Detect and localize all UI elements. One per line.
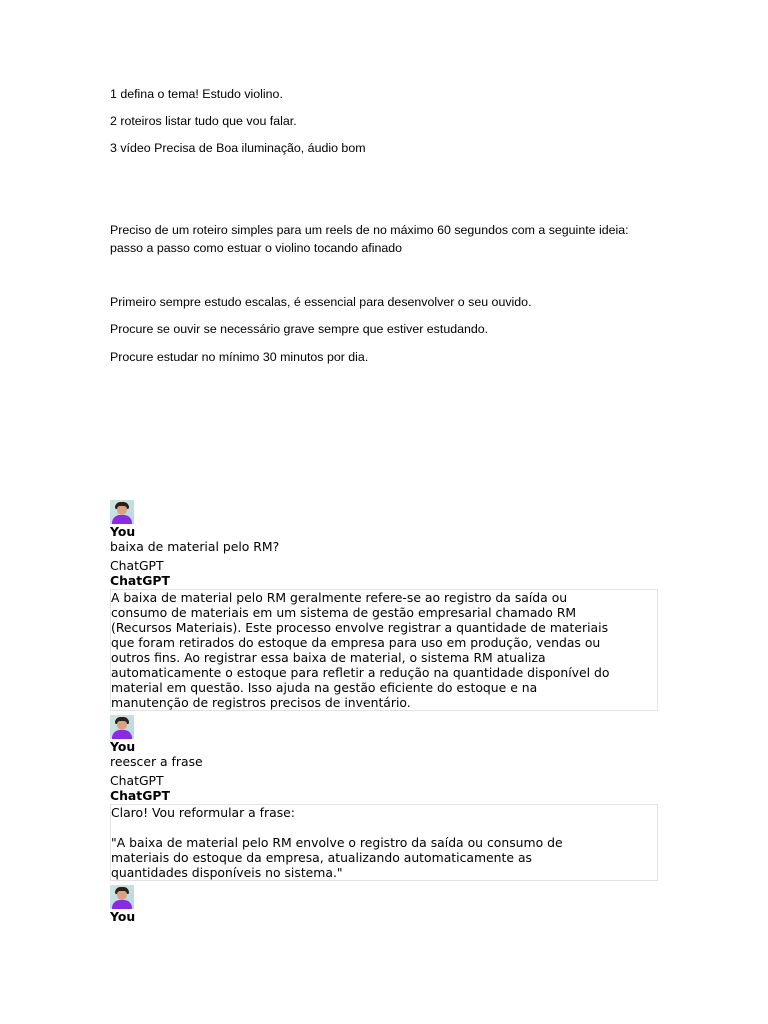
answer-line: automaticamente o estoque para refletir a redução na quantidade disponível do (111, 665, 610, 680)
note-line-2: 2 roteiros listar tudo que vou falar. (110, 114, 297, 128)
answer-quote-line: materiais do estoque da empresa, atualizando automaticamente as (111, 850, 533, 865)
answer-quote-line: "A baixa de material pelo RM envolve o registro da saída ou consumo de (111, 835, 563, 850)
note-line-3: 3 vídeo Precisa de Boa iluminação, áudio bom (110, 141, 366, 155)
answer-line: consumo de materiais em um sistema de gestão empresarial chamado RM (111, 605, 577, 620)
note-line-1: 1 defina o tema! Estudo violino. (110, 87, 283, 101)
user-name: You (110, 524, 136, 539)
answer-line: manutenção de registros precisos de inventário. (111, 695, 411, 710)
prompt-line-1: Preciso de um roteiro simples para um reels de no máximo 60 segundos com a seguinte ideia: (110, 223, 629, 237)
assistant-label: ChatGPT (110, 773, 164, 788)
user-avatar (110, 715, 134, 739)
answer-line: que foram retirados do estoque da empresa para uso em produção, vendas ou (111, 635, 601, 650)
user-name: You (110, 909, 136, 924)
prompt-line-2: passo a passo como estuar o violino tocando afinado (110, 241, 403, 255)
answer-line: A baixa de material pelo RM geralmente refere-se ao registro da saída ou (111, 590, 568, 605)
user-message-2: reescer a frase (110, 754, 203, 769)
answer-line: material em questão. Isso ajuda na gestão eficiente do estoque e na (111, 680, 538, 695)
assistant-message-2 (110, 804, 658, 881)
assistant-label: ChatGPT (110, 558, 164, 573)
tip-3: Procure estudar no mínimo 30 minutos por dia. (110, 350, 369, 364)
assistant-message-1 (110, 589, 658, 711)
user-avatar (110, 885, 134, 909)
user-avatar (110, 500, 134, 524)
chat-transcript (110, 500, 660, 924)
answer-line: (Recursos Materiais). Este processo envolve registrar a quantidade de materiais (111, 620, 609, 635)
answer-quote-line: quantidades disponíveis no sistema." (111, 865, 343, 880)
tip-1: Primeiro sempre estudo escalas, é essencial para desenvolver o seu ouvido. (110, 295, 532, 309)
user-message-1: baixa de material pelo RM? (110, 539, 280, 554)
tip-2: Procure se ouvir se necessário grave sempre que estiver estudando. (110, 322, 489, 336)
answer-line: outros fins. Ao registrar essa baixa de material, o sistema RM atualiza (111, 650, 546, 665)
assistant-name: ChatGPT (110, 788, 170, 803)
answer-intro: Claro! Vou reformular a frase: (111, 805, 295, 820)
assistant-name: ChatGPT (110, 573, 170, 588)
user-name: You (110, 739, 136, 754)
